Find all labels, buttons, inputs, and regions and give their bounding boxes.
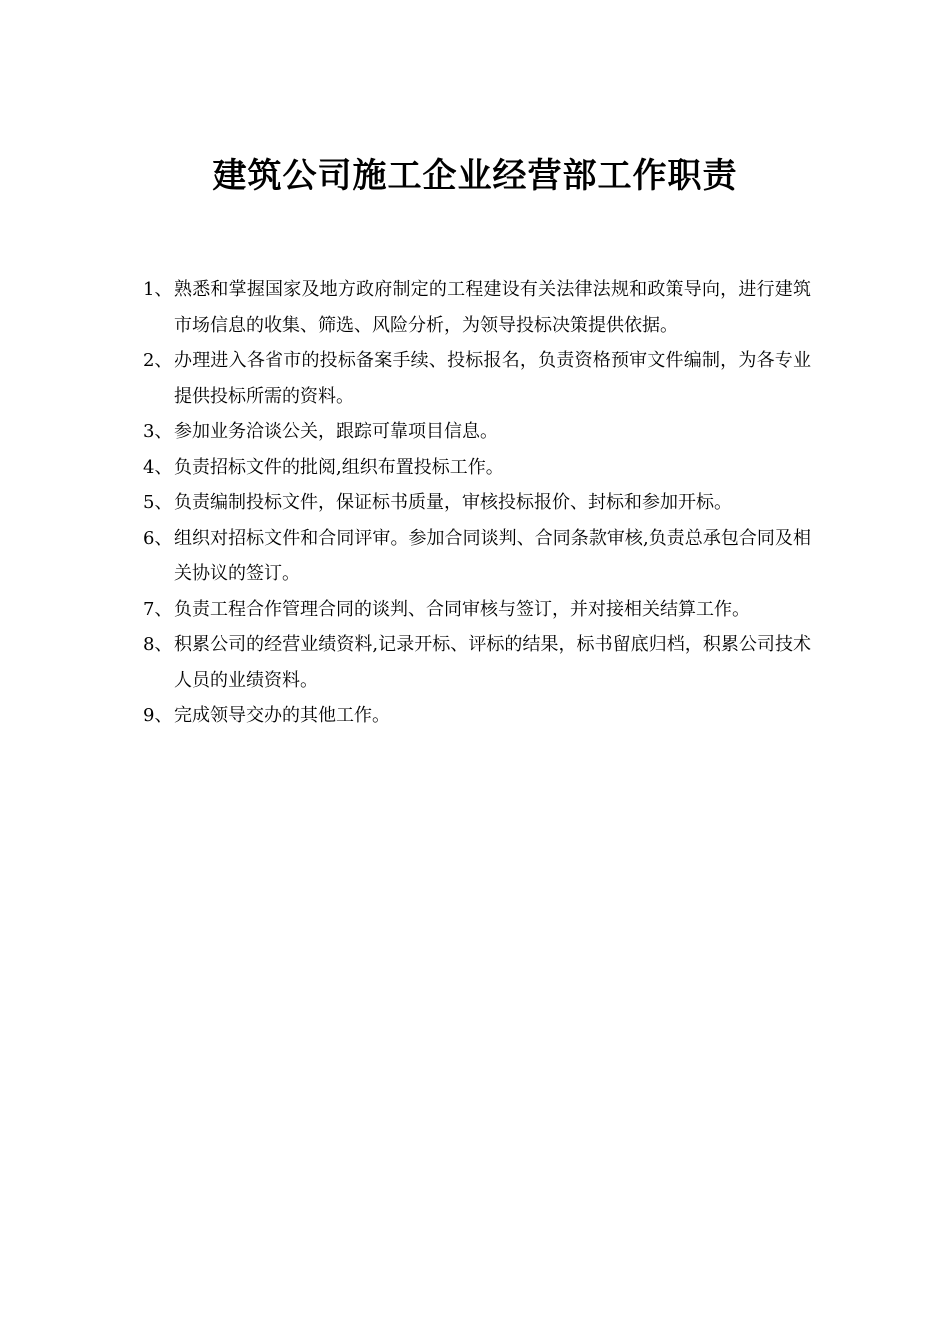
duty-number: 5、 [143, 492, 173, 513]
duty-item-2 [143, 343, 811, 414]
duty-number: 8、 [143, 634, 173, 655]
duty-item-9 [143, 698, 811, 734]
document-title: 建筑公司施工企业经营部工作职责 [212, 156, 738, 196]
duty-text: 办理进入各省市的投标备案手续、投标报名，负责资格预审文件编制，为各专业提供投标所需的资料。 [174, 350, 811, 407]
duty-text: 参加业务洽谈公关，跟踪可靠项目信息。 [174, 421, 498, 442]
duty-number: 9、 [143, 705, 173, 726]
duty-list [143, 272, 811, 734]
duty-number: 3、 [143, 421, 173, 442]
duty-item-7 [143, 592, 811, 628]
duty-text: 完成领导交办的其他工作。 [174, 705, 390, 726]
duty-text: 负责工程合作管理合同的谈判、合同审核与签订，并对接相关结算工作。 [174, 598, 750, 620]
duty-number: 6、 [143, 527, 173, 549]
duty-item-1 [143, 272, 811, 343]
duty-item-6 [143, 521, 811, 592]
duty-number: 7、 [143, 598, 173, 620]
duty-text: 熟悉和掌握国家及地方政府制定的工程建设有关法律法规和政策导向，进行建筑市场信息的收集、筛选、风险分析，为领导投标决策提供依据。 [174, 279, 811, 336]
duty-text: 负责招标文件的批阅,组织布置投标工作。 [174, 456, 504, 478]
duty-text: 负责编制投标文件，保证标书质量，审核投标报价、封标和参加开标。 [174, 492, 732, 513]
duty-item-8 [143, 627, 811, 698]
duty-item-4 [143, 450, 811, 486]
duty-item-3 [143, 414, 811, 450]
duty-number: 2、 [143, 350, 173, 371]
duty-number: 1、 [143, 279, 173, 300]
duty-item-5 [143, 485, 811, 521]
duty-number: 4、 [143, 456, 173, 478]
duty-text: 积累公司的经营业绩资料,记录开标、评标的结果，标书留底归档，积累公司技术人员的业绩资料。 [174, 634, 811, 691]
duty-text: 组织对招标文件和合同评审。参加合同谈判、合同条款审核,负责总承包合同及相关协议的签订。 [174, 527, 811, 584]
